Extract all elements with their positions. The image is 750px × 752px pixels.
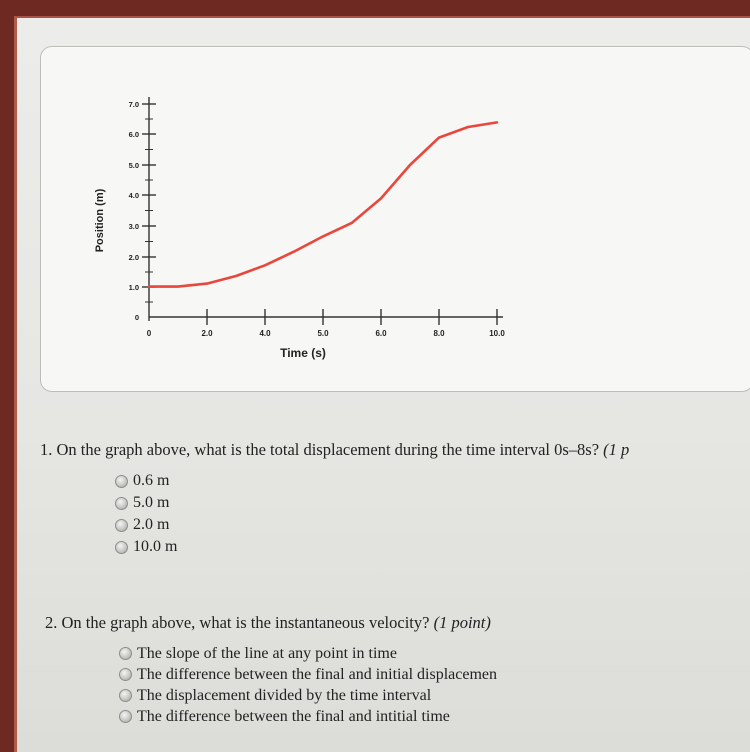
answer-option[interactable]	[119, 643, 497, 664]
y-tick-label: 5.0	[128, 161, 139, 170]
option-label: 5.0 m	[133, 494, 170, 511]
x-axis-label: Time (s)	[280, 346, 326, 360]
question-prompt: On the graph above, what is the total displacement during the time interval 0s–8s?	[56, 440, 600, 459]
y-tick-label: 0	[134, 313, 139, 322]
option-label: 10.0 m	[133, 538, 178, 555]
radio-button[interactable]	[115, 541, 128, 554]
option-label: The slope of the line at any point in time	[137, 644, 397, 662]
radio-button[interactable]	[119, 710, 132, 723]
answer-option[interactable]	[119, 664, 497, 685]
answer-options	[115, 470, 629, 558]
question-number: 1.	[40, 440, 53, 459]
radio-button[interactable]	[115, 519, 128, 532]
x-tick-label: 6.0	[375, 329, 387, 338]
question-1-text	[40, 440, 629, 460]
question-2-text	[45, 613, 497, 633]
y-tick-label: 1.0	[128, 283, 139, 292]
x-tick-label: 8.0	[433, 329, 445, 338]
answer-options	[119, 643, 497, 727]
answer-option[interactable]	[115, 492, 629, 514]
question-1	[40, 440, 629, 558]
y-tick-label: 6.0	[128, 130, 139, 139]
data-series-line	[149, 122, 497, 286]
answer-option[interactable]	[119, 685, 497, 706]
option-label: The difference between the final and initial displacemen	[137, 665, 497, 683]
x-tick-label: 5.0	[317, 329, 329, 338]
answer-option[interactable]	[119, 706, 497, 727]
y-tick-label: 3.0	[128, 222, 139, 231]
x-tick-label: 4.0	[259, 329, 271, 338]
answer-option[interactable]	[115, 514, 629, 536]
x-tick-label: 0	[146, 329, 152, 338]
x-tick-label: 10.0	[489, 329, 505, 338]
radio-button[interactable]	[115, 497, 128, 510]
y-tick-label: 2.0	[128, 253, 139, 262]
chart-card	[40, 46, 750, 392]
question-prompt: On the graph above, what is the instantaneous velocity?	[61, 613, 430, 632]
y-tick-label: 7.0	[128, 100, 139, 109]
option-label: The difference between the final and intitial time	[137, 707, 450, 725]
question-number: 2.	[45, 613, 58, 632]
answer-option[interactable]	[115, 470, 629, 492]
radio-button[interactable]	[119, 689, 132, 702]
radio-button[interactable]	[119, 647, 132, 660]
radio-button[interactable]	[119, 668, 132, 681]
y-tick-label: 4.0	[128, 191, 139, 200]
option-label: 0.6 m	[133, 472, 170, 489]
x-tick-label: 2.0	[201, 329, 213, 338]
question-points: (1 point)	[433, 613, 491, 632]
radio-button[interactable]	[115, 475, 128, 488]
option-label: The displacement divided by the time interval	[137, 686, 432, 704]
position-time-chart	[41, 47, 750, 391]
answer-option[interactable]	[115, 536, 629, 558]
option-label: 2.0 m	[133, 516, 170, 533]
question-2	[45, 613, 497, 727]
y-axis-label: Position (m)	[94, 188, 106, 253]
question-points: (1 p	[603, 440, 630, 459]
